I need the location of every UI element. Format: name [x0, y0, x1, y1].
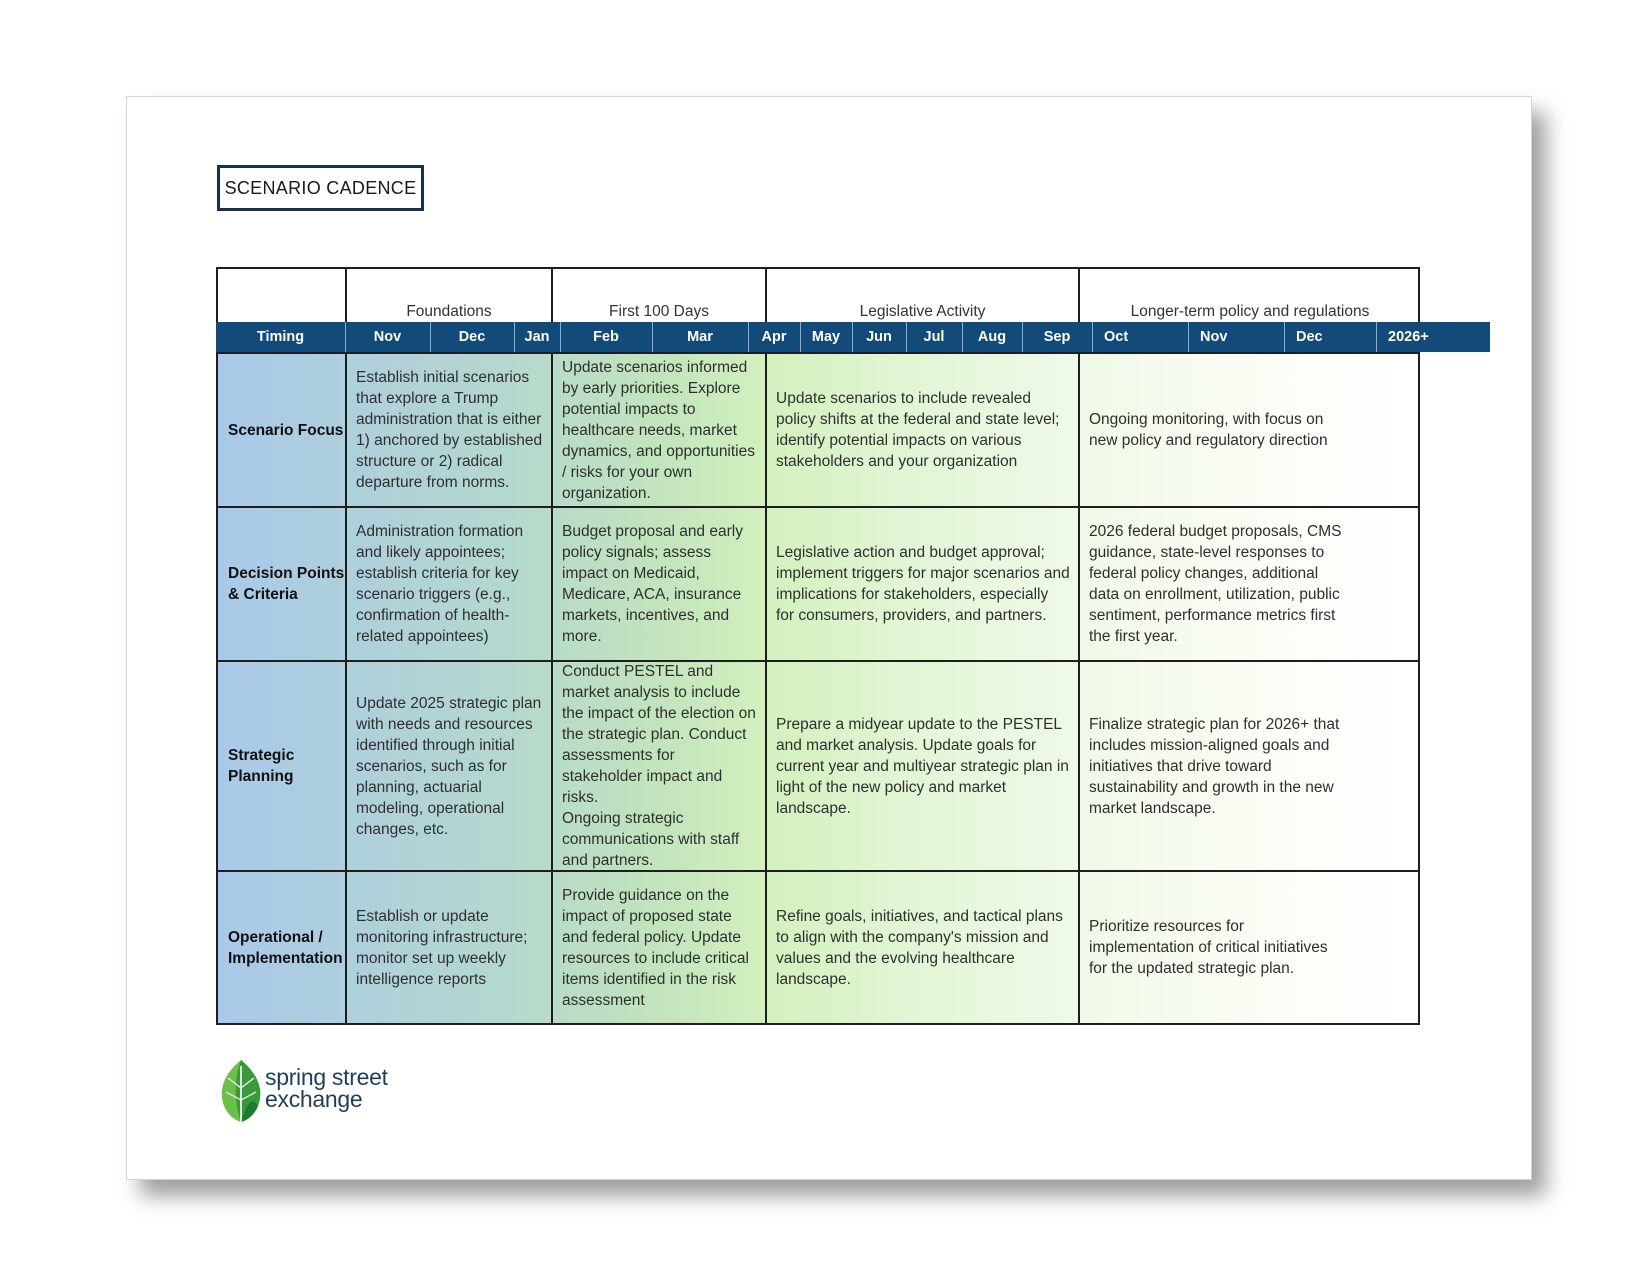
- month-jun: Jun: [866, 329, 892, 345]
- month-nov: Nov: [373, 329, 402, 345]
- phase-first-100-days: First 100 Days: [551, 269, 765, 325]
- page-title: SCENARIO CADENCE: [217, 165, 424, 211]
- month-jan: Jan: [524, 329, 550, 345]
- month-mar: Mar: [687, 329, 713, 345]
- table-cell: Administration formation and likely appointees; establish criteria for key scenario triggers (e.g., confirmation of health-related appointees): [356, 523, 524, 645]
- table-cell: Legislative action and budget approval; implement triggers for major scenarios and implications for stakeholders, especially for consumers, providers, and partners.: [776, 544, 1070, 624]
- table-cell: Update 2025 strategic plan with needs and resources identified through initial scenarios, such as for planning, actuarial modeling, operational changes, etc.: [356, 694, 542, 838]
- phase-foundations: Foundations: [345, 269, 551, 325]
- table-cell: Establish initial scenarios that explore a Trump administration that is either 1) anchored by established structure or 2) radical departure from norms.: [356, 369, 543, 491]
- phase-legislative-activity: Legislative Activity: [765, 269, 1078, 325]
- month-dec: Dec: [458, 329, 486, 345]
- month-jul: Jul: [923, 329, 945, 345]
- table-cell: Finalize strategic plan for 2026+ that includes mission-aligned goals and initiatives that drive toward sustainability and growth in the new market landscape.: [1089, 715, 1340, 817]
- table-cell: Budget proposal and early policy signals; assess impact on Medicaid, Medicare, ACA, insurance markets, incentives, and more.: [562, 523, 743, 645]
- month-oct: Oct: [1104, 329, 1129, 345]
- month-2026-plus: 2026+: [1388, 329, 1429, 345]
- table-cell: Establish or update monitoring infrastructure; monitor set up weekly intelligence reports: [356, 907, 528, 988]
- month-aug: Aug: [977, 329, 1007, 345]
- table-cell: Refine goals, initiatives, and tactical plans to align with the company's mission and values and the evolving healthcare landscape.: [776, 907, 1063, 988]
- month-sep: Sep: [1043, 329, 1071, 345]
- table-cell: Prioritize resources for implementation of critical initiatives for the updated strategic plan.: [1089, 918, 1328, 977]
- phase-header-row: [216, 267, 1420, 323]
- timeline-month-bar: [216, 322, 1490, 352]
- row-label-strategic-planning: Strategic Planning: [228, 747, 295, 785]
- table-cell: Update scenarios to include revealed policy shifts at the federal and state level; identify potential impacts on various stakeholders and your organization: [776, 390, 1060, 470]
- row-label-decision-points: Decision Points & Criteria: [228, 565, 345, 603]
- month-feb: Feb: [593, 329, 619, 345]
- timing-label: Timing: [256, 329, 305, 345]
- table-cell: Ongoing monitoring, with focus on new policy and regulatory direction: [1089, 411, 1328, 449]
- brand-line-1: spring street: [265, 1064, 388, 1090]
- month-apr: Apr: [761, 329, 787, 345]
- brand-line-2: exchange: [265, 1086, 363, 1112]
- month-nov-2: Nov: [1200, 329, 1228, 345]
- row-label-scenario-focus: Scenario Focus: [228, 421, 344, 439]
- phase-longer-term: Longer-term policy and regulations: [1078, 269, 1420, 325]
- table-cell: Provide guidance on the impact of proposed state and federal policy. Update resources to include critical items identified in the risk assessment: [562, 886, 749, 1009]
- month-dec-2: Dec: [1296, 329, 1323, 345]
- row-label-operational: Operational / Implementation: [228, 928, 343, 967]
- month-may: May: [811, 329, 841, 345]
- table-cell: Conduct PESTEL and market analysis to include the impact of the election on the strategic plan. Conduct assessments for stakeholder impact and risks. Ongoing strategic communications with staff and partners.: [562, 663, 756, 869]
- table-cell: Prepare a midyear update to the PESTEL and market analysis. Update goals for current year and multiyear strategic plan in light of the new policy and market landscape.: [776, 715, 1069, 817]
- table-cell: Update scenarios informed by early priorities. Explore potential impacts to healthcare needs, market dynamics, and opportunities / risks for your own organization.: [562, 358, 756, 502]
- table-cell: 2026 federal budget proposals, CMS guidance, state-level responses to federal policy changes, additional data on enrollment, utilization, public sentiment, performance metrics first the first year.: [1089, 523, 1342, 645]
- brand-logo-text: [265, 1066, 388, 1110]
- leaf-icon: [216, 1058, 266, 1124]
- cadence-table: [216, 352, 1420, 1025]
